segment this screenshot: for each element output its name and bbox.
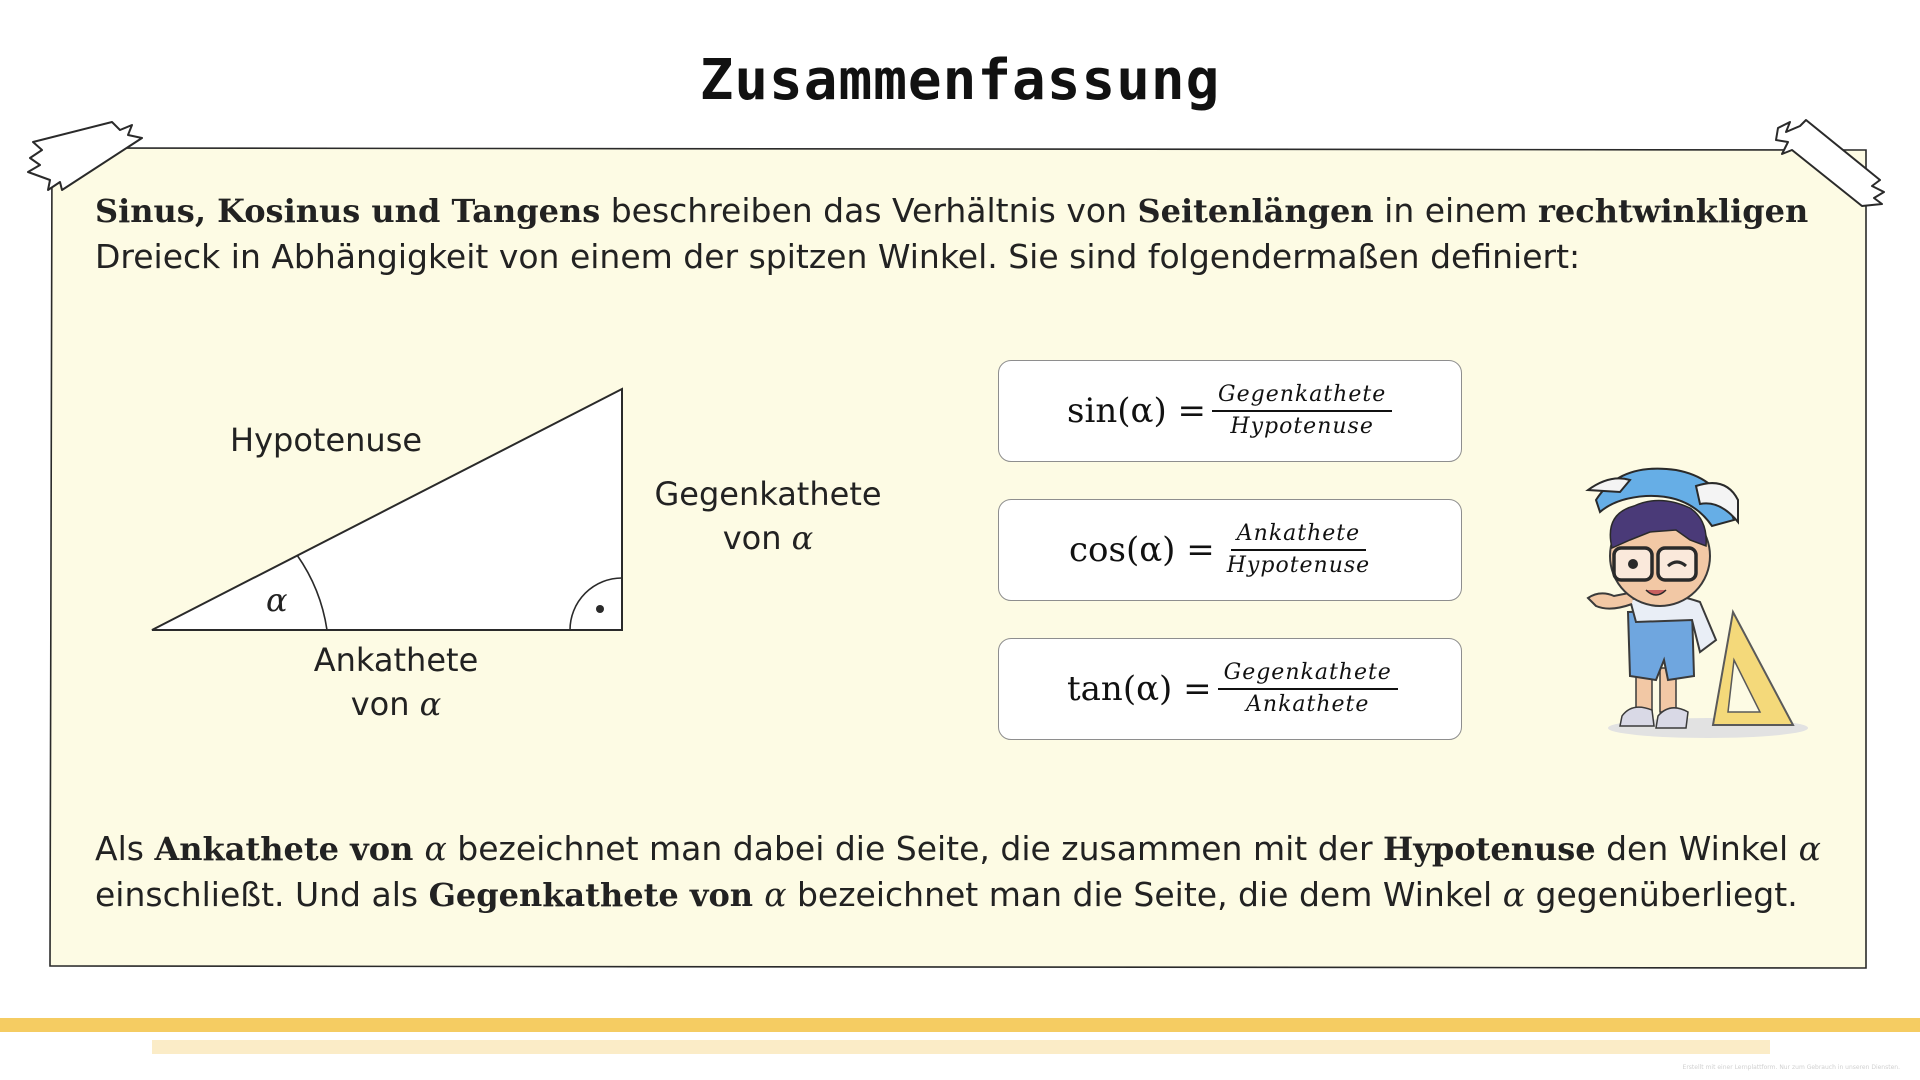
formula-tan	[998, 638, 1462, 740]
formula-cos	[998, 499, 1462, 601]
formula-cos-lhs: cos(α) =	[1069, 530, 1215, 570]
formula-sin-lhs: sin(α) =	[1067, 391, 1207, 431]
formula-tan-fraction: $\frac{\text{Gegenkathete}}{\text{Ankathete}}$	[1218, 658, 1398, 720]
intro-term-sides: Seitenlängen	[1137, 192, 1374, 230]
label-adjacent: Ankathete von α	[313, 641, 479, 723]
angle-alpha-label: α	[266, 581, 288, 619]
page-title: Zusammenfassung	[699, 48, 1221, 113]
formula-tan-lhs: tan(α) =	[1067, 669, 1212, 709]
formula-sin	[998, 360, 1462, 462]
intro-term-functions: Sinus, Kosinus und Tangens	[95, 192, 601, 230]
label-hypotenuse: Hypotenuse	[230, 421, 423, 459]
formula-sin-fraction: $\frac{\text{Gegenkathete}}{\text{Hypotenuse}}$	[1212, 380, 1392, 442]
intro-term-right-angled: rechtwinkligen	[1538, 192, 1809, 230]
outro-paragraph: Als Ankathete von α bezeichnet man dabei die Seite, die zusammen mit der Hypotenuse den Winkel α einschließt. Und als Gegenkathete von α bezeichnet man die Seite, die dem Winkel α gegenüberliegt.	[95, 829, 1821, 914]
footer-accent-bar	[0, 1018, 1920, 1032]
right-angle-dot	[596, 605, 604, 613]
intro-paragraph: Sinus, Kosinus und Tangens beschreiben das Verhältnis von Seitenlängen in einem rechtwinkligen Dreieck in Abhängigkeit von einem der spitzen Winkel. Sie sind folgendermaßen definiert:	[95, 191, 1809, 276]
label-opposite: Gegenkathete von α	[654, 475, 882, 557]
formula-cos-fraction: $\frac{\text{Ankathete}}{\text{Hypotenuse}}$	[1226, 521, 1371, 578]
footer-progress-bar	[152, 1040, 1770, 1054]
footer-note: Erstellt mit einer Lernplattform. Nur zum Gebrauch in unseren Diensten.	[1682, 1064, 1900, 1071]
